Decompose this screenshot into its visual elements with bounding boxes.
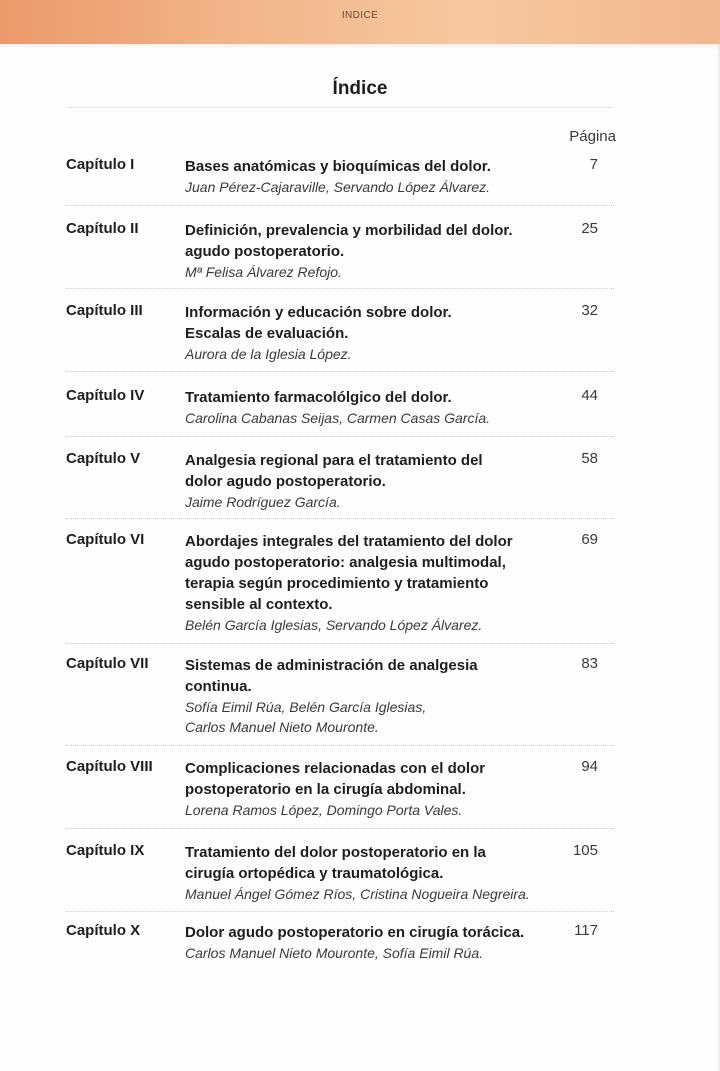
entry-separator: [66, 828, 614, 829]
entry-separator: [66, 205, 614, 206]
entry-separator: [66, 643, 614, 644]
entry-separator: [66, 371, 614, 372]
chapter-title-line: postoperatorio en la cirugía abdominal.: [185, 781, 466, 798]
chapter-title-line: cirugía ortopédica y traumatológica.: [185, 865, 444, 882]
chapter-title-line: dolor agudo postoperatorio.: [185, 473, 386, 490]
page-number: 58: [581, 450, 598, 467]
entry-separator: [66, 436, 614, 437]
chapter-authors: Sofía Eimil Rúa, Belén García Iglesias,: [185, 699, 427, 715]
page-number: 117: [574, 922, 598, 939]
chapter-authors: Aurora de la Iglesia López.: [185, 346, 352, 362]
chapter-label: Capítulo I: [66, 156, 135, 173]
chapter-title-line: Tratamiento del dolor postoperatorio en la: [185, 844, 486, 861]
chapter-authors: Belén García Iglesias, Servando López Álvarez.: [185, 617, 483, 633]
chapter-title-line: Dolor agudo postoperatorio en cirugía torácica.: [185, 924, 525, 941]
chapter-title-line: continua.: [185, 678, 252, 695]
chapter-title-line: agudo postoperatorio.: [185, 243, 345, 260]
page-number: 32: [581, 302, 598, 319]
chapter-label: Capítulo VI: [66, 531, 145, 548]
chapter-title-line: Abordajes integrales del tratamiento del dolor: [185, 533, 513, 550]
running-header: [0, 0, 720, 44]
chapter-title-line: Bases anatómicas y bioquímicas del dolor.: [185, 158, 491, 175]
chapter-title: [185, 758, 560, 820]
chapter-label: Capítulo X: [66, 922, 141, 939]
page-edge: [716, 44, 720, 1071]
chapter-authors: Juan Pérez-Cajaraville, Servando López Álvarez.: [185, 179, 491, 195]
chapter-authors: Lorena Ramos López, Domingo Porta Vales.: [185, 802, 463, 818]
page-number: 105: [572, 842, 598, 859]
chapter-title-line: Sistemas de administración de analgesia: [185, 657, 478, 674]
chapter-authors: Mª Felisa Álvarez Refojo.: [185, 264, 342, 280]
chapter-label: Capítulo III: [66, 302, 143, 319]
page-number: 94: [581, 758, 598, 775]
chapter-label: Capítulo V: [66, 450, 141, 467]
chapter-title: [185, 302, 560, 364]
chapter-title: [185, 531, 560, 635]
page-number: 44: [581, 387, 598, 404]
chapter-authors: Carlos Manuel Nieto Mouronte, Sofía Eimil Rúa.: [185, 945, 484, 961]
chapter-title: [185, 220, 560, 282]
chapter-title: [185, 842, 560, 904]
entry-separator: [66, 518, 614, 519]
chapter-authors: Carolina Cabanas Seijas, Carmen Casas García.: [185, 410, 491, 426]
chapter-authors: Carlos Manuel Nieto Mouronte.: [185, 719, 379, 735]
page-column-label: Página: [569, 128, 616, 145]
page-number: 83: [581, 655, 598, 672]
page-number: 7: [589, 156, 598, 173]
chapter-title-line: terapia según procedimiento y tratamiento: [185, 575, 489, 592]
page-number: 69: [581, 531, 598, 548]
running-head-text: INDICE: [341, 10, 379, 21]
page-title: Índice: [332, 78, 388, 99]
chapter-title-line: Complicaciones relacionadas con el dolor: [185, 760, 486, 777]
title-divider: [66, 107, 614, 108]
chapter-title: [185, 450, 560, 512]
chapter-title-line: Definición, prevalencia y morbilidad del dolor.: [185, 222, 513, 239]
chapter-title: [185, 387, 560, 428]
entry-separator: [66, 911, 614, 912]
chapter-title-line: Analgesia regional para el tratamiento del: [185, 452, 483, 469]
chapter-label: Capítulo VIII: [66, 758, 153, 775]
chapter-title-line: agudo postoperatorio: analgesia multimodal,: [185, 554, 506, 571]
chapter-title: [185, 156, 560, 197]
chapter-label: Capítulo II: [66, 220, 139, 237]
page-number: 25: [581, 220, 598, 237]
chapter-authors: Manuel Ángel Gómez Ríos, Cristina Nogueira Negreira.: [185, 886, 530, 902]
chapter-title: [185, 922, 560, 963]
chapter-title: [185, 655, 560, 737]
chapter-authors: Jaime Rodríguez García.: [185, 494, 341, 510]
header-shadow: [0, 44, 720, 50]
chapter-title-line: Información y educación sobre dolor.: [185, 304, 452, 321]
chapter-title-line: Tratamiento farmacolólgico del dolor.: [185, 389, 452, 406]
chapter-label: Capítulo IX: [66, 842, 145, 859]
chapter-title-line: Escalas de evaluación.: [185, 325, 349, 342]
chapter-label: Capítulo IV: [66, 387, 145, 404]
chapter-title-line: sensible al contexto.: [185, 596, 333, 613]
chapter-label: Capítulo VII: [66, 655, 149, 672]
entry-separator: [66, 288, 614, 289]
entry-separator: [66, 745, 614, 746]
